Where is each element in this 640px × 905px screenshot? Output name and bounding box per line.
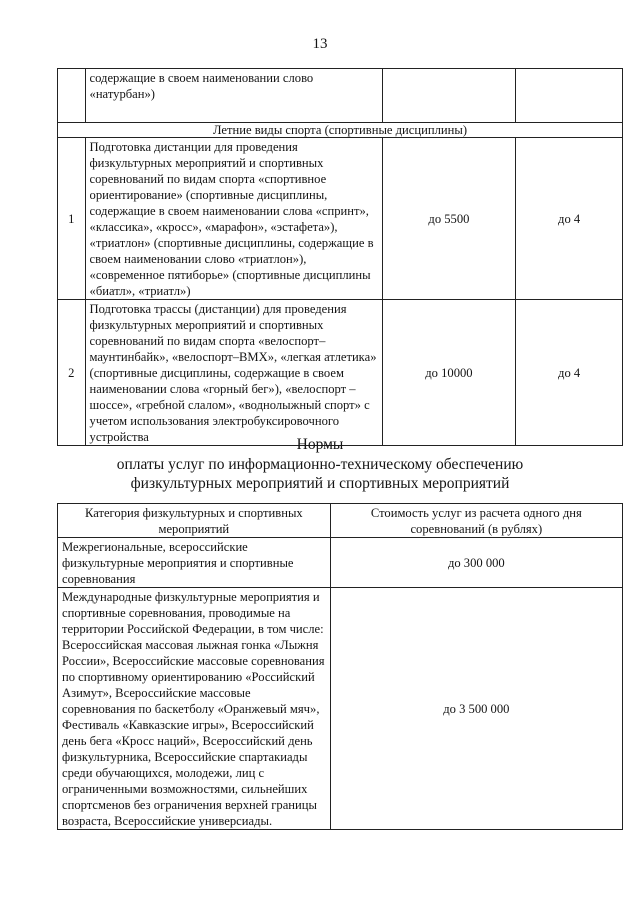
row-number-cell: 1: [58, 138, 86, 300]
header-category: Категория физкультурных и спортивных мероприятий: [58, 504, 331, 538]
section-title: Летние виды спорта (спортивные дисциплины): [58, 123, 623, 138]
category-cell: Межрегиональные, всероссийские физкультурные мероприятия и спортивные соревнования: [58, 538, 331, 588]
page-number: 13: [312, 36, 328, 52]
value2-cell: [516, 69, 623, 123]
description-cell: Подготовка дистанции для проведения физкультурных мероприятий и спортивных соревнований по видам спорта «спортивное ориентирование» (спортивные дисциплины, содержащие в своем наименовании слова «спринт», «классика», «кросс», «марафон», «эстафета»), «триатлон» (спортивные дисциплины, содержащие в своем наименовании слово «триатлон»), «современное пятиборье» (спортивные дисциплины «биатл», «триатл»): [85, 138, 382, 300]
value2-cell: до 4: [516, 138, 623, 300]
description-cell: Подготовка трассы (дистанции) для проведения физкультурных мероприятий и спортивных соревнований по видам спорта «велоспорт–маунтинбайк», «велоспорт–BMX», «легкая атлетика» (спортивные дисциплины, содержащие в своем наименовании слова «горный бег»), «велоспорт – шоссе», «гребной слалом», «воднолыжный спорт» с учетом использования электробуксировочного устройства: [85, 300, 382, 446]
norms-heading: Нормы: [296, 436, 344, 453]
value-cell: [382, 69, 516, 123]
cost-cell: до 300 000: [330, 538, 622, 588]
table-row: [58, 538, 623, 588]
row-number-cell: [58, 69, 86, 123]
header-cost: Стоимость услуг из расчета одного дня соревнований (в рублях): [330, 504, 622, 538]
section-row: [58, 123, 623, 138]
norms-subheading-line1: оплаты услуг по информационно-техническому обеспечению: [116, 456, 524, 473]
table-row: [58, 588, 623, 830]
cost-cell: до 3 500 000: [330, 588, 622, 830]
category-cell: Международные физкультурные мероприятия и спортивные соревнования, проводимые на территории Российской Федерации, в том числе: Всероссийская массовая лыжная гонка «Лыжня России», Всероссийские массовые соревнования по спортивному ориентированию «Российский Азимут», Всероссийские массовые соревнования по баскетболу «Оранжевый мяч», Фестиваль «Кавказские игры», Всероссийский день бега «Кросс наций», Всероссийский день физкультурника, Всероссийские спартакиады среди обучающихся, молодежи, лиц с ограниченными возможностями, сильнейших спортсменов без ограничения верхней границы возраста, Всероссийские универсиады.: [58, 588, 331, 830]
description-cell: содержащие в своем наименовании слово «натурбан»): [85, 69, 382, 123]
row-number-cell: 2: [58, 300, 86, 446]
value2-cell: до 4: [516, 300, 623, 446]
value-cell: до 5500: [382, 138, 516, 300]
value-cell: до 10000: [382, 300, 516, 446]
sports-norms-table: [57, 68, 623, 446]
table-header-row: [58, 504, 623, 538]
it-support-cost-table: [57, 503, 623, 830]
table-row: [58, 69, 623, 123]
norms-subheading-line2: физкультурных мероприятий и спортивных мероприятий: [130, 475, 510, 492]
table-row: [58, 138, 623, 300]
table-row: [58, 300, 623, 446]
